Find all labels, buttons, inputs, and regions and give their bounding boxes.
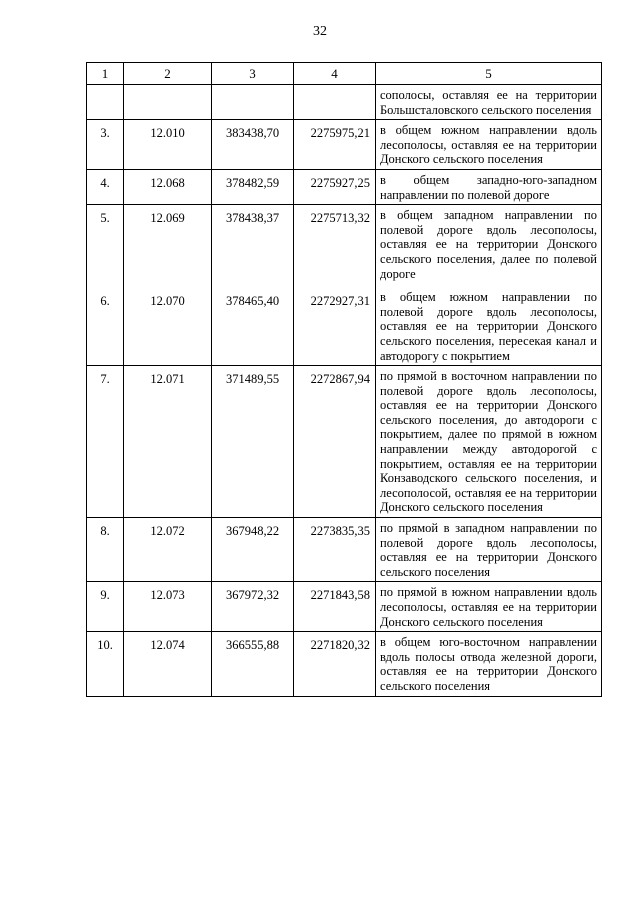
cell-code-a: 12.069 — [150, 211, 185, 226]
cell-x — [212, 205, 294, 366]
table-row — [87, 632, 602, 696]
cell-num: 4. — [87, 169, 124, 204]
cell-description: в общем западно-юго-западном направлении по полевой дороге — [376, 169, 602, 204]
cell-description: в общем юго-восточном направлении вдоль полосы отвода железной дороги, оставляя ее на территории Донского сельского поселения — [376, 632, 602, 696]
cell-description: в общем южном направлении вдоль лесополосы, оставляя ее на территории Донского сельского поселения — [376, 120, 602, 170]
cell-num-a: 5. — [100, 211, 110, 226]
cell-code: 12.071 — [124, 366, 212, 518]
cell-description-a: в общем западном направлении по полевой дороге вдоль лесополосы, оставляя ее на территории Донского сельского поселения, далее по полевой дороге — [380, 208, 597, 281]
cell-description: по прямой в западном направлении по полевой дороге вдоль лесополосы, оставляя ее на территории Донского сельского поселения — [376, 518, 602, 582]
cell-x: 366555,88 — [212, 632, 294, 696]
table-row — [87, 169, 602, 204]
cell-description: сополосы, оставляя ее на территории Большсталовского сельского поселения — [376, 85, 602, 120]
cell-y: 2275927,25 — [294, 169, 376, 204]
cell-x: 367948,22 — [212, 518, 294, 582]
cell-num: 10. — [87, 632, 124, 696]
cell-num — [87, 205, 124, 366]
cell-code: 12.068 — [124, 169, 212, 204]
cell-num-b: 6. — [100, 294, 110, 309]
cell-num: 3. — [87, 120, 124, 170]
cell-y: 2275975,21 — [294, 120, 376, 170]
table-row — [87, 120, 602, 170]
table-row-continuation — [87, 85, 602, 120]
cell-y: 2271820,32 — [294, 632, 376, 696]
table-header-row — [87, 63, 602, 85]
table-row-merged — [87, 205, 602, 366]
cell-y-b: 2272927,31 — [310, 294, 370, 309]
cell-description: по прямой в восточном направлении по полевой дороге вдоль лесополосы, оставляя ее на территории Донского сельского поселения, до автодороги с покрытием, далее по прямой в южном направлении между автодорогой с покрытием, оставляя ее на территории Конзаводского сельского поселения, и лесополосой, оставляя ее на территории Донского сельского поселения — [376, 366, 602, 518]
cell-num: 7. — [87, 366, 124, 518]
cell-x — [212, 85, 294, 120]
cell-code-b: 12.070 — [150, 294, 185, 309]
cell-num: 9. — [87, 582, 124, 632]
cell-code — [124, 85, 212, 120]
table-row — [87, 366, 602, 518]
cell-code: 12.073 — [124, 582, 212, 632]
header-col-4: 4 — [294, 63, 376, 85]
cell-x-b: 378465,40 — [225, 294, 280, 309]
cell-description: по прямой в южном направлении вдоль лесополосы, оставляя ее на территории Донского сельского поселения — [376, 582, 602, 632]
header-col-1: 1 — [87, 63, 124, 85]
cell-y — [294, 85, 376, 120]
cell-y-a: 2275713,32 — [310, 211, 370, 226]
cell-y — [294, 205, 376, 366]
cell-y: 2273835,35 — [294, 518, 376, 582]
page-number: 32 — [313, 24, 327, 39]
cell-y: 2271843,58 — [294, 582, 376, 632]
cell-description-b: в общем южном направлении по полевой дороге вдоль лесополосы, оставляя ее на территории Донского сельского поселения, пересекая канал и автодорогу с покрытием — [380, 290, 597, 363]
cell-x: 383438,70 — [212, 120, 294, 170]
cell-num — [87, 85, 124, 120]
cell-code: 12.074 — [124, 632, 212, 696]
cell-x: 378482,59 — [212, 169, 294, 204]
cell-code: 12.072 — [124, 518, 212, 582]
cell-x-a: 378438,37 — [225, 211, 280, 226]
table-row — [87, 582, 602, 632]
cell-code: 12.010 — [124, 120, 212, 170]
cell-code — [124, 205, 212, 366]
table-row — [87, 518, 602, 582]
header-col-5: 5 — [376, 63, 602, 85]
boundary-table — [86, 62, 602, 697]
header-col-3: 3 — [212, 63, 294, 85]
cell-description — [376, 205, 602, 366]
cell-x: 367972,32 — [212, 582, 294, 632]
cell-y: 2272867,94 — [294, 366, 376, 518]
cell-x: 371489,55 — [212, 366, 294, 518]
header-col-2: 2 — [124, 63, 212, 85]
cell-num: 8. — [87, 518, 124, 582]
